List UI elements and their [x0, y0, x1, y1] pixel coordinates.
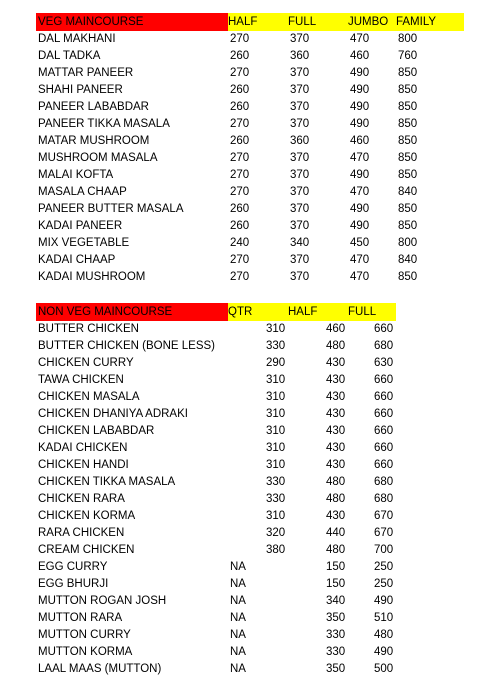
dish-name: CHICKEN HANDI: [38, 459, 129, 471]
price-full: 660: [374, 408, 394, 420]
price-qtr: 320: [266, 527, 286, 539]
dish-name: PANEER LABABDAR: [38, 101, 149, 113]
dish-name: DAL MAKHANI: [38, 33, 116, 45]
price-qtr: NA: [230, 561, 246, 573]
dish-name: PANEER BUTTER MASALA: [38, 203, 184, 215]
price-full: 370: [290, 186, 310, 198]
price-half: 330: [326, 629, 346, 641]
price-qtr: NA: [230, 595, 246, 607]
price-half: 150: [326, 578, 346, 590]
dish-name: CHICKEN CURRY: [38, 357, 134, 369]
price-qtr: NA: [230, 646, 246, 658]
price-full: 370: [290, 118, 310, 130]
price-qtr: NA: [230, 612, 246, 624]
price-qtr: 310: [266, 408, 286, 420]
price-family: 850: [398, 169, 418, 181]
price-family: 850: [398, 271, 418, 283]
price-qtr: 330: [266, 493, 286, 505]
price-full: 660: [374, 459, 394, 471]
price-family: 850: [398, 101, 418, 113]
price-full: 250: [374, 561, 394, 573]
dish-name: MATTAR PANEER: [38, 67, 134, 79]
dish-name: KADAI PANEER: [38, 220, 123, 232]
price-jumbo: 450: [350, 237, 370, 249]
price-jumbo: 470: [350, 33, 370, 45]
veg-header-full: FULL: [288, 13, 348, 31]
price-half: 340: [326, 595, 346, 607]
price-full: 370: [290, 152, 310, 164]
price-qtr: 310: [266, 459, 286, 471]
dish-name: CHICKEN KORMA: [38, 510, 136, 522]
price-half: 430: [326, 459, 346, 471]
price-half: 260: [230, 220, 250, 232]
price-half: 270: [230, 169, 250, 181]
price-full: 660: [374, 442, 394, 454]
price-half: 270: [230, 152, 250, 164]
price-full: 490: [374, 646, 394, 658]
dish-name: CHICKEN RARA: [38, 493, 125, 505]
dish-name: KADAI MUSHROOM: [38, 271, 146, 283]
price-half: 270: [230, 254, 250, 266]
price-half: 430: [326, 357, 346, 369]
nonveg-header-qtr: QTR: [228, 303, 288, 321]
price-full: 250: [374, 578, 394, 590]
price-half: 260: [230, 135, 250, 147]
price-qtr: NA: [230, 578, 246, 590]
dish-name: CHICKEN DHANIYA ADRAKI: [38, 408, 188, 420]
dish-name: MUTTON CURRY: [38, 629, 131, 641]
price-jumbo: 490: [350, 84, 370, 96]
dish-name: MUTTON RARA: [38, 612, 123, 624]
price-qtr: NA: [230, 663, 246, 675]
price-qtr: NA: [230, 629, 246, 641]
price-half: 440: [326, 527, 346, 539]
price-half: 480: [326, 340, 346, 352]
dish-name: EGG BHURJI: [38, 578, 109, 590]
dish-name: KADAI CHAAP: [38, 254, 116, 266]
price-qtr: 380: [266, 544, 286, 556]
dish-name: MATAR MUSHROOM: [38, 135, 150, 147]
veg-header-half: HALF: [228, 13, 288, 31]
price-full: 680: [374, 476, 394, 488]
dish-name: EGG CURRY: [38, 561, 108, 573]
price-qtr: 310: [266, 374, 286, 386]
price-jumbo: 470: [350, 271, 370, 283]
price-half: 430: [326, 510, 346, 522]
price-jumbo: 470: [350, 186, 370, 198]
dish-name: CHICKEN LABABDAR: [38, 425, 155, 437]
dish-name: BUTTER CHICKEN (BONE LESS): [38, 340, 215, 352]
price-half: 270: [230, 33, 250, 45]
price-full: 370: [290, 203, 310, 215]
price-full: 370: [290, 254, 310, 266]
price-qtr: 310: [266, 323, 286, 335]
price-full: 660: [374, 425, 394, 437]
price-full: 670: [374, 527, 394, 539]
dish-name: SHAHI PANEER: [38, 84, 123, 96]
price-full: 370: [290, 67, 310, 79]
price-family: 850: [398, 152, 418, 164]
price-full: 680: [374, 493, 394, 505]
price-jumbo: 490: [350, 169, 370, 181]
price-full: 370: [290, 101, 310, 113]
price-half: 260: [230, 84, 250, 96]
price-full: 660: [374, 323, 394, 335]
nonveg-header-full: FULL: [348, 303, 396, 321]
dish-name: TAWA CHICKEN: [38, 374, 124, 386]
price-half: 430: [326, 442, 346, 454]
price-half: 430: [326, 374, 346, 386]
price-half: 460: [326, 323, 346, 335]
price-half: 480: [326, 476, 346, 488]
price-full: 680: [374, 340, 394, 352]
dish-name: KADAI CHICKEN: [38, 442, 128, 454]
dish-name: CHICKEN MASALA: [38, 391, 140, 403]
price-jumbo: 460: [350, 135, 370, 147]
price-qtr: 310: [266, 442, 286, 454]
price-full: 660: [374, 391, 394, 403]
price-jumbo: 460: [350, 50, 370, 62]
price-jumbo: 490: [350, 118, 370, 130]
price-half: 350: [326, 663, 346, 675]
price-jumbo: 490: [350, 67, 370, 79]
price-family: 850: [398, 67, 418, 79]
price-jumbo: 490: [350, 101, 370, 113]
price-full: 370: [290, 169, 310, 181]
price-half: 260: [230, 50, 250, 62]
price-qtr: 290: [266, 357, 286, 369]
price-half: 430: [326, 391, 346, 403]
price-full: 700: [374, 544, 394, 556]
price-family: 850: [398, 135, 418, 147]
veg-header-jumbo: JUMBO: [348, 13, 396, 31]
price-full: 500: [374, 663, 394, 675]
veg-header-category: VEG MAINCOURSE: [36, 13, 230, 31]
dish-name: CREAM CHICKEN: [38, 544, 135, 556]
price-half: 350: [326, 612, 346, 624]
dish-name: LAAL MAAS (MUTTON): [38, 663, 162, 675]
price-full: 360: [290, 50, 310, 62]
nonveg-header-category: NON VEG MAINCOURSE: [36, 303, 230, 321]
price-full: 490: [374, 595, 394, 607]
price-full: 670: [374, 510, 394, 522]
price-half: 430: [326, 408, 346, 420]
price-full: 370: [290, 271, 310, 283]
price-jumbo: 470: [350, 254, 370, 266]
dish-name: MUTTON KORMA: [38, 646, 133, 658]
dish-name: CHICKEN TIKKA MASALA: [38, 476, 176, 488]
price-family: 840: [398, 186, 418, 198]
veg-header-family: FAMILY: [396, 13, 464, 31]
price-half: 270: [230, 186, 250, 198]
price-qtr: 330: [266, 476, 286, 488]
price-full: 660: [374, 374, 394, 386]
price-qtr: 310: [266, 510, 286, 522]
price-half: 150: [326, 561, 346, 573]
dish-name: MASALA CHAAP: [38, 186, 127, 198]
price-qtr: 310: [266, 425, 286, 437]
price-qtr: 330: [266, 340, 286, 352]
price-family: 850: [398, 84, 418, 96]
price-family: 840: [398, 254, 418, 266]
price-half: 270: [230, 67, 250, 79]
price-full: 510: [374, 612, 394, 624]
price-family: 850: [398, 220, 418, 232]
price-full: 360: [290, 135, 310, 147]
price-jumbo: 470: [350, 152, 370, 164]
price-full: 370: [290, 220, 310, 232]
price-full: 630: [374, 357, 394, 369]
dish-name: PANEER TIKKA MASALA: [38, 118, 170, 130]
price-family: 760: [398, 50, 418, 62]
price-full: 480: [374, 629, 394, 641]
price-half: 260: [230, 101, 250, 113]
dish-name: MALAI KOFTA: [38, 169, 114, 181]
dish-name: MUSHROOM MASALA: [38, 152, 158, 164]
price-family: 800: [398, 237, 418, 249]
price-half: 330: [326, 646, 346, 658]
price-jumbo: 490: [350, 220, 370, 232]
dish-name: MUTTON ROGAN JOSH: [38, 595, 167, 607]
price-family: 800: [398, 33, 418, 45]
price-qtr: 310: [266, 391, 286, 403]
price-full: 340: [290, 237, 310, 249]
dish-name: RARA CHICKEN: [38, 527, 125, 539]
dish-name: BUTTER CHICKEN: [38, 323, 139, 335]
price-full: 370: [290, 33, 310, 45]
price-half: 480: [326, 493, 346, 505]
dish-name: DAL TADKA: [38, 50, 101, 62]
price-family: 850: [398, 203, 418, 215]
price-half: 240: [230, 237, 250, 249]
price-half: 270: [230, 271, 250, 283]
price-jumbo: 490: [350, 203, 370, 215]
price-half: 260: [230, 203, 250, 215]
price-full: 370: [290, 84, 310, 96]
dish-name: MIX VEGETABLE: [38, 237, 130, 249]
nonveg-header-half: HALF: [288, 303, 348, 321]
price-half: 270: [230, 118, 250, 130]
price-half: 480: [326, 544, 346, 556]
price-half: 430: [326, 425, 346, 437]
price-family: 850: [398, 118, 418, 130]
